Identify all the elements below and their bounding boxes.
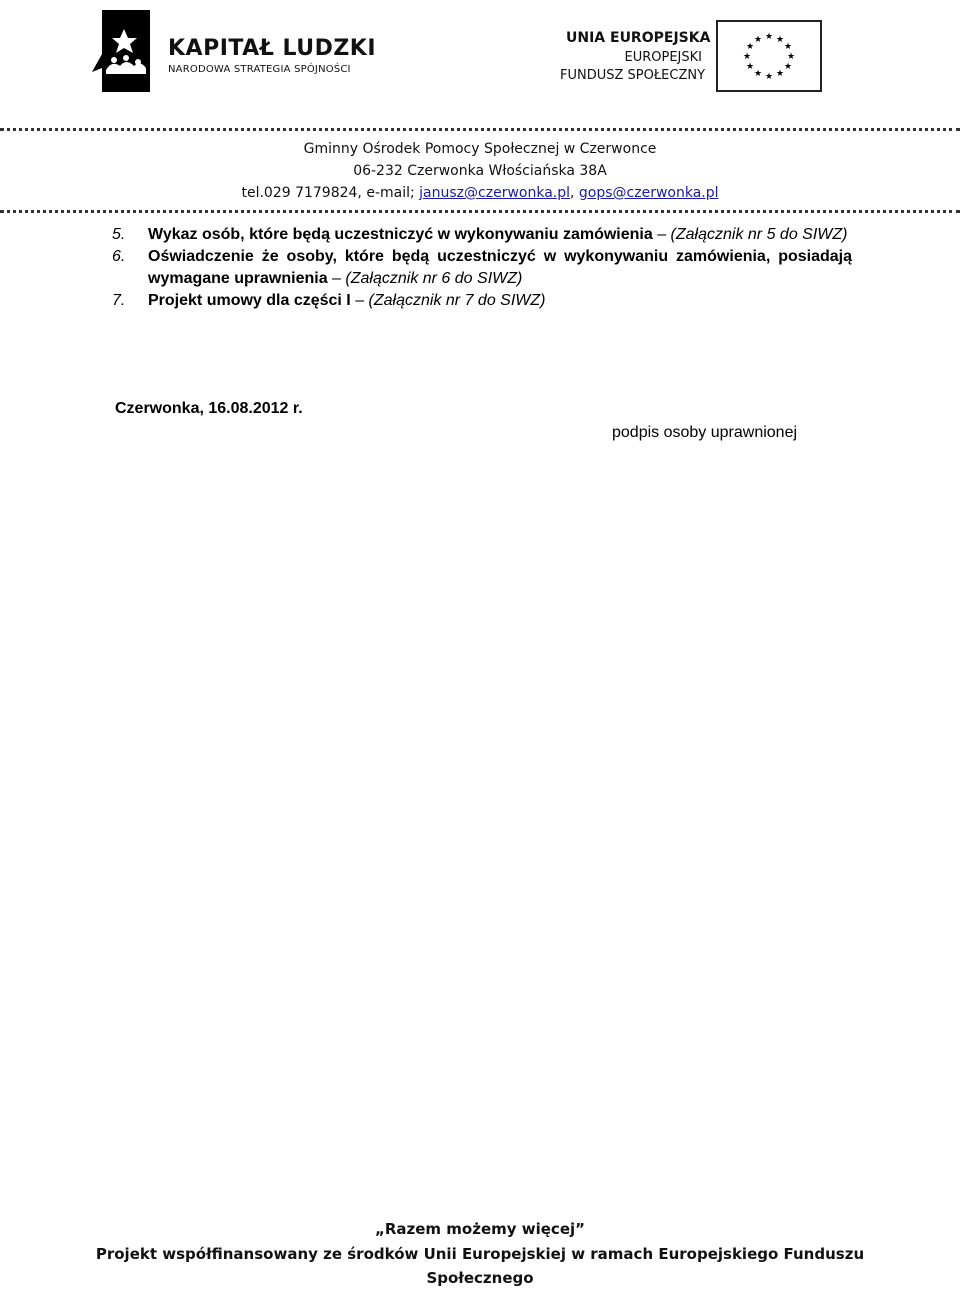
svg-text:★: ★ [753, 35, 763, 45]
email-link-gops[interactable]: gops@czerwonka.pl [578, 185, 719, 201]
email-link-janusz[interactable]: janusz@czerwonka.pl [419, 185, 570, 201]
svg-text:★: ★ [783, 62, 793, 72]
org-contact [0, 185, 960, 201]
list-item-title: Projekt umowy dla części I [148, 292, 351, 309]
svg-text:★: ★ [764, 32, 774, 42]
svg-text:★: ★ [775, 35, 785, 45]
svg-text:★: ★ [753, 69, 763, 79]
kl-logo-title: KAPITAŁ LUDZKI [168, 36, 377, 61]
document-date: Czerwonka, 16.08.2012 r. [115, 400, 303, 417]
list-item-dash: – [327, 270, 346, 287]
eu-flag-icon [718, 22, 820, 90]
eu-flag [716, 20, 822, 92]
contact-separator: , [570, 185, 579, 201]
footer-cofinancing-line2: Społecznego [426, 1269, 534, 1287]
eu-logo [560, 20, 830, 96]
header-divider-bottom [0, 210, 960, 213]
list-item-number: 6. [112, 248, 126, 265]
signature-label: podpis osoby uprawnionej [612, 424, 798, 441]
list-item [112, 290, 852, 312]
list-item [112, 246, 852, 290]
svg-text:★: ★ [745, 42, 755, 52]
footer-slogan: „Razem możemy więcej” [375, 1220, 585, 1238]
contact-prefix: tel.029 7179824, e-mail; [241, 185, 420, 201]
svg-text:★: ★ [742, 52, 752, 62]
list-item-attachment: (Załącznik nr 7 do SIWZ) [368, 292, 546, 309]
header-divider-top [0, 128, 960, 131]
svg-text:★: ★ [745, 62, 755, 72]
svg-text:★: ★ [786, 52, 796, 62]
attachment-list [112, 224, 852, 312]
list-item-title: Wykaz osób, które będą uczestniczyć w wykonywaniu zamówienia [148, 226, 653, 243]
eu-logo-line2: EUROPEJSKI [624, 50, 702, 65]
eu-logo-line3: FUNDUSZ SPOŁECZNY [560, 68, 706, 83]
list-item-number: 7. [112, 292, 126, 309]
list-item-attachment: (Załącznik nr 5 do SIWZ) [670, 226, 848, 243]
list-item-title: Oświadczenie że osoby, które będą uczestniczyć w wykonywaniu zamówienia, posiadają wymagane uprawnienia [148, 248, 852, 287]
list-item-number: 5. [112, 226, 126, 243]
org-address: 06-232 Czerwonka Włościańska 38A [353, 163, 607, 179]
svg-text:★: ★ [783, 42, 793, 52]
list-item-dash: – [652, 226, 671, 243]
kapital-ludzki-logo-icon [92, 10, 162, 94]
list-item-attachment: (Załącznik nr 6 do SIWZ) [345, 270, 523, 287]
eu-logo-line1: UNIA EUROPEJSKA [566, 30, 711, 46]
list-item-dash: – [350, 292, 369, 309]
list-item [112, 224, 852, 246]
kl-logo-subtitle: NARODOWA STRATEGIA SPÓJNOŚCI [168, 64, 351, 75]
svg-text:★: ★ [775, 69, 785, 79]
org-name: Gminny Ośrodek Pomocy Społecznej w Czerwonce [303, 141, 657, 157]
footer-cofinancing-line1: Projekt współfinansowany ze środków Unii Europejskiej w ramach Europejskiego Funduszu [95, 1245, 865, 1263]
kapital-ludzki-logo [92, 10, 377, 94]
svg-text:★: ★ [764, 72, 774, 82]
